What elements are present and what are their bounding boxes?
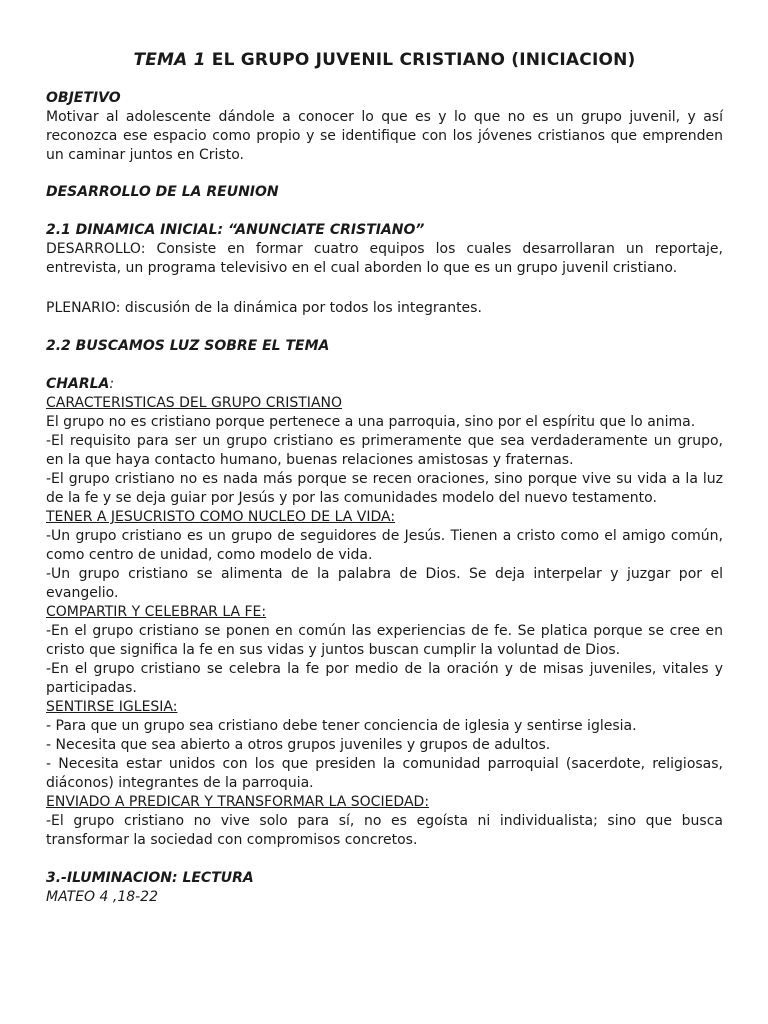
objetivo-section	[46, 89, 723, 165]
paragraph: El grupo no es cristiano porque pertenece a una parroquia, sino por el espíritu que lo anima.	[46, 414, 696, 430]
paragraph: -Un grupo cristiano se alimenta de la palabra de Dios. Se deja interpelar y juzgar por el evangelio.	[46, 566, 723, 601]
paragraph: - Necesita estar unidos con los que presiden la comunidad parroquial (sacerdote, religiosas, diáconos) integrantes de la parroquia.	[46, 756, 723, 791]
title-prefix: TEMA 1	[133, 50, 206, 70]
section-heading-jesucristo: TENER A JESUCRISTO COMO NUCLEO DE LA VIDA:	[46, 509, 396, 525]
dinamica-section	[46, 221, 723, 278]
buscamos-heading: 2.2 BUSCAMOS LUZ SOBRE EL TEMA	[46, 338, 330, 354]
paragraph: - Para que un grupo sea cristiano debe tener conciencia de iglesia y sentirse iglesia.	[46, 718, 637, 734]
paragraph: -En el grupo cristiano se celebra la fe por medio de la oración y de misas juveniles, vitales y participadas.	[46, 661, 723, 696]
dinamica-heading: 2.1 DINAMICA INICIAL: “ANUNCIATE CRISTIANO”	[46, 222, 425, 238]
charla-section	[46, 375, 723, 850]
title-text: EL GRUPO JUVENIL CRISTIANO (INICIACION)	[205, 50, 636, 70]
paragraph: -Un grupo cristiano es un grupo de seguidores de Jesús. Tienen a cristo como el amigo común, como centro de unidad, como modelo de vida.	[46, 528, 723, 563]
paragraph: -El requisito para ser un grupo cristiano es primeramente que sea verdaderamente un grupo, en la que haya contacto humano, buenas relaciones amistosas y fraternas.	[46, 433, 723, 468]
charla-label: CHARLA	[46, 376, 110, 392]
plenario-text: PLENARIO: discusión de la dinámica por todos los integrantes.	[46, 300, 482, 316]
dinamica-text: DESARROLLO: Consiste en formar cuatro equipos los cuales desarrollaran un reportaje, entrevista, un programa televisivo en el cual aborden lo que es un grupo juvenil cristiano.	[46, 241, 723, 276]
charla-colon: :	[109, 376, 115, 392]
section-heading-compartir: COMPARTIR Y CELEBRAR LA FE:	[46, 604, 267, 620]
iluminacion-reference: MATEO 4 ,18-22	[46, 889, 158, 905]
iluminacion-section	[46, 869, 723, 907]
objetivo-heading: OBJETIVO	[46, 90, 121, 106]
paragraph: -En el grupo cristiano se ponen en común las experiencias de fe. Se platica porque se cree en cristo que significa la fe en sus vidas y juntos buscan cumplir la voluntad de Dios.	[46, 623, 723, 658]
document-title	[46, 50, 723, 70]
iluminacion-heading: 3.-ILUMINACION: LECTURA	[46, 870, 254, 886]
objetivo-text: Motivar al adolescente dándole a conocer lo que es y lo que no es un grupo juvenil, y así reconozca ese espacio como propio y se identifique con los jóvenes cristianos que emprenden un caminar juntos en Cristo.	[46, 109, 723, 163]
desarrollo-heading: DESARROLLO DE LA REUNION	[46, 184, 279, 200]
paragraph: -El grupo cristiano no vive solo para sí, no es egoísta ni individualista; sino que busca transformar la sociedad con compromisos concretos.	[46, 813, 723, 848]
charla-heading	[46, 375, 723, 394]
section-heading-iglesia: SENTIRSE IGLESIA:	[46, 699, 178, 715]
paragraph: -El grupo cristiano no es nada más porque se recen oraciones, sino porque vive su vida a la luz de la fe y se deja guiar por Jesús y por las comunidades modelo del nuevo testamento.	[46, 471, 723, 506]
section-heading-enviado: ENVIADO A PREDICAR Y TRANSFORMAR LA SOCIEDAD:	[46, 794, 430, 810]
paragraph: - Necesita que sea abierto a otros grupos juveniles y grupos de adultos.	[46, 737, 551, 753]
section-heading-caracteristicas: CARACTERISTICAS DEL GRUPO CRISTIANO	[46, 395, 343, 411]
